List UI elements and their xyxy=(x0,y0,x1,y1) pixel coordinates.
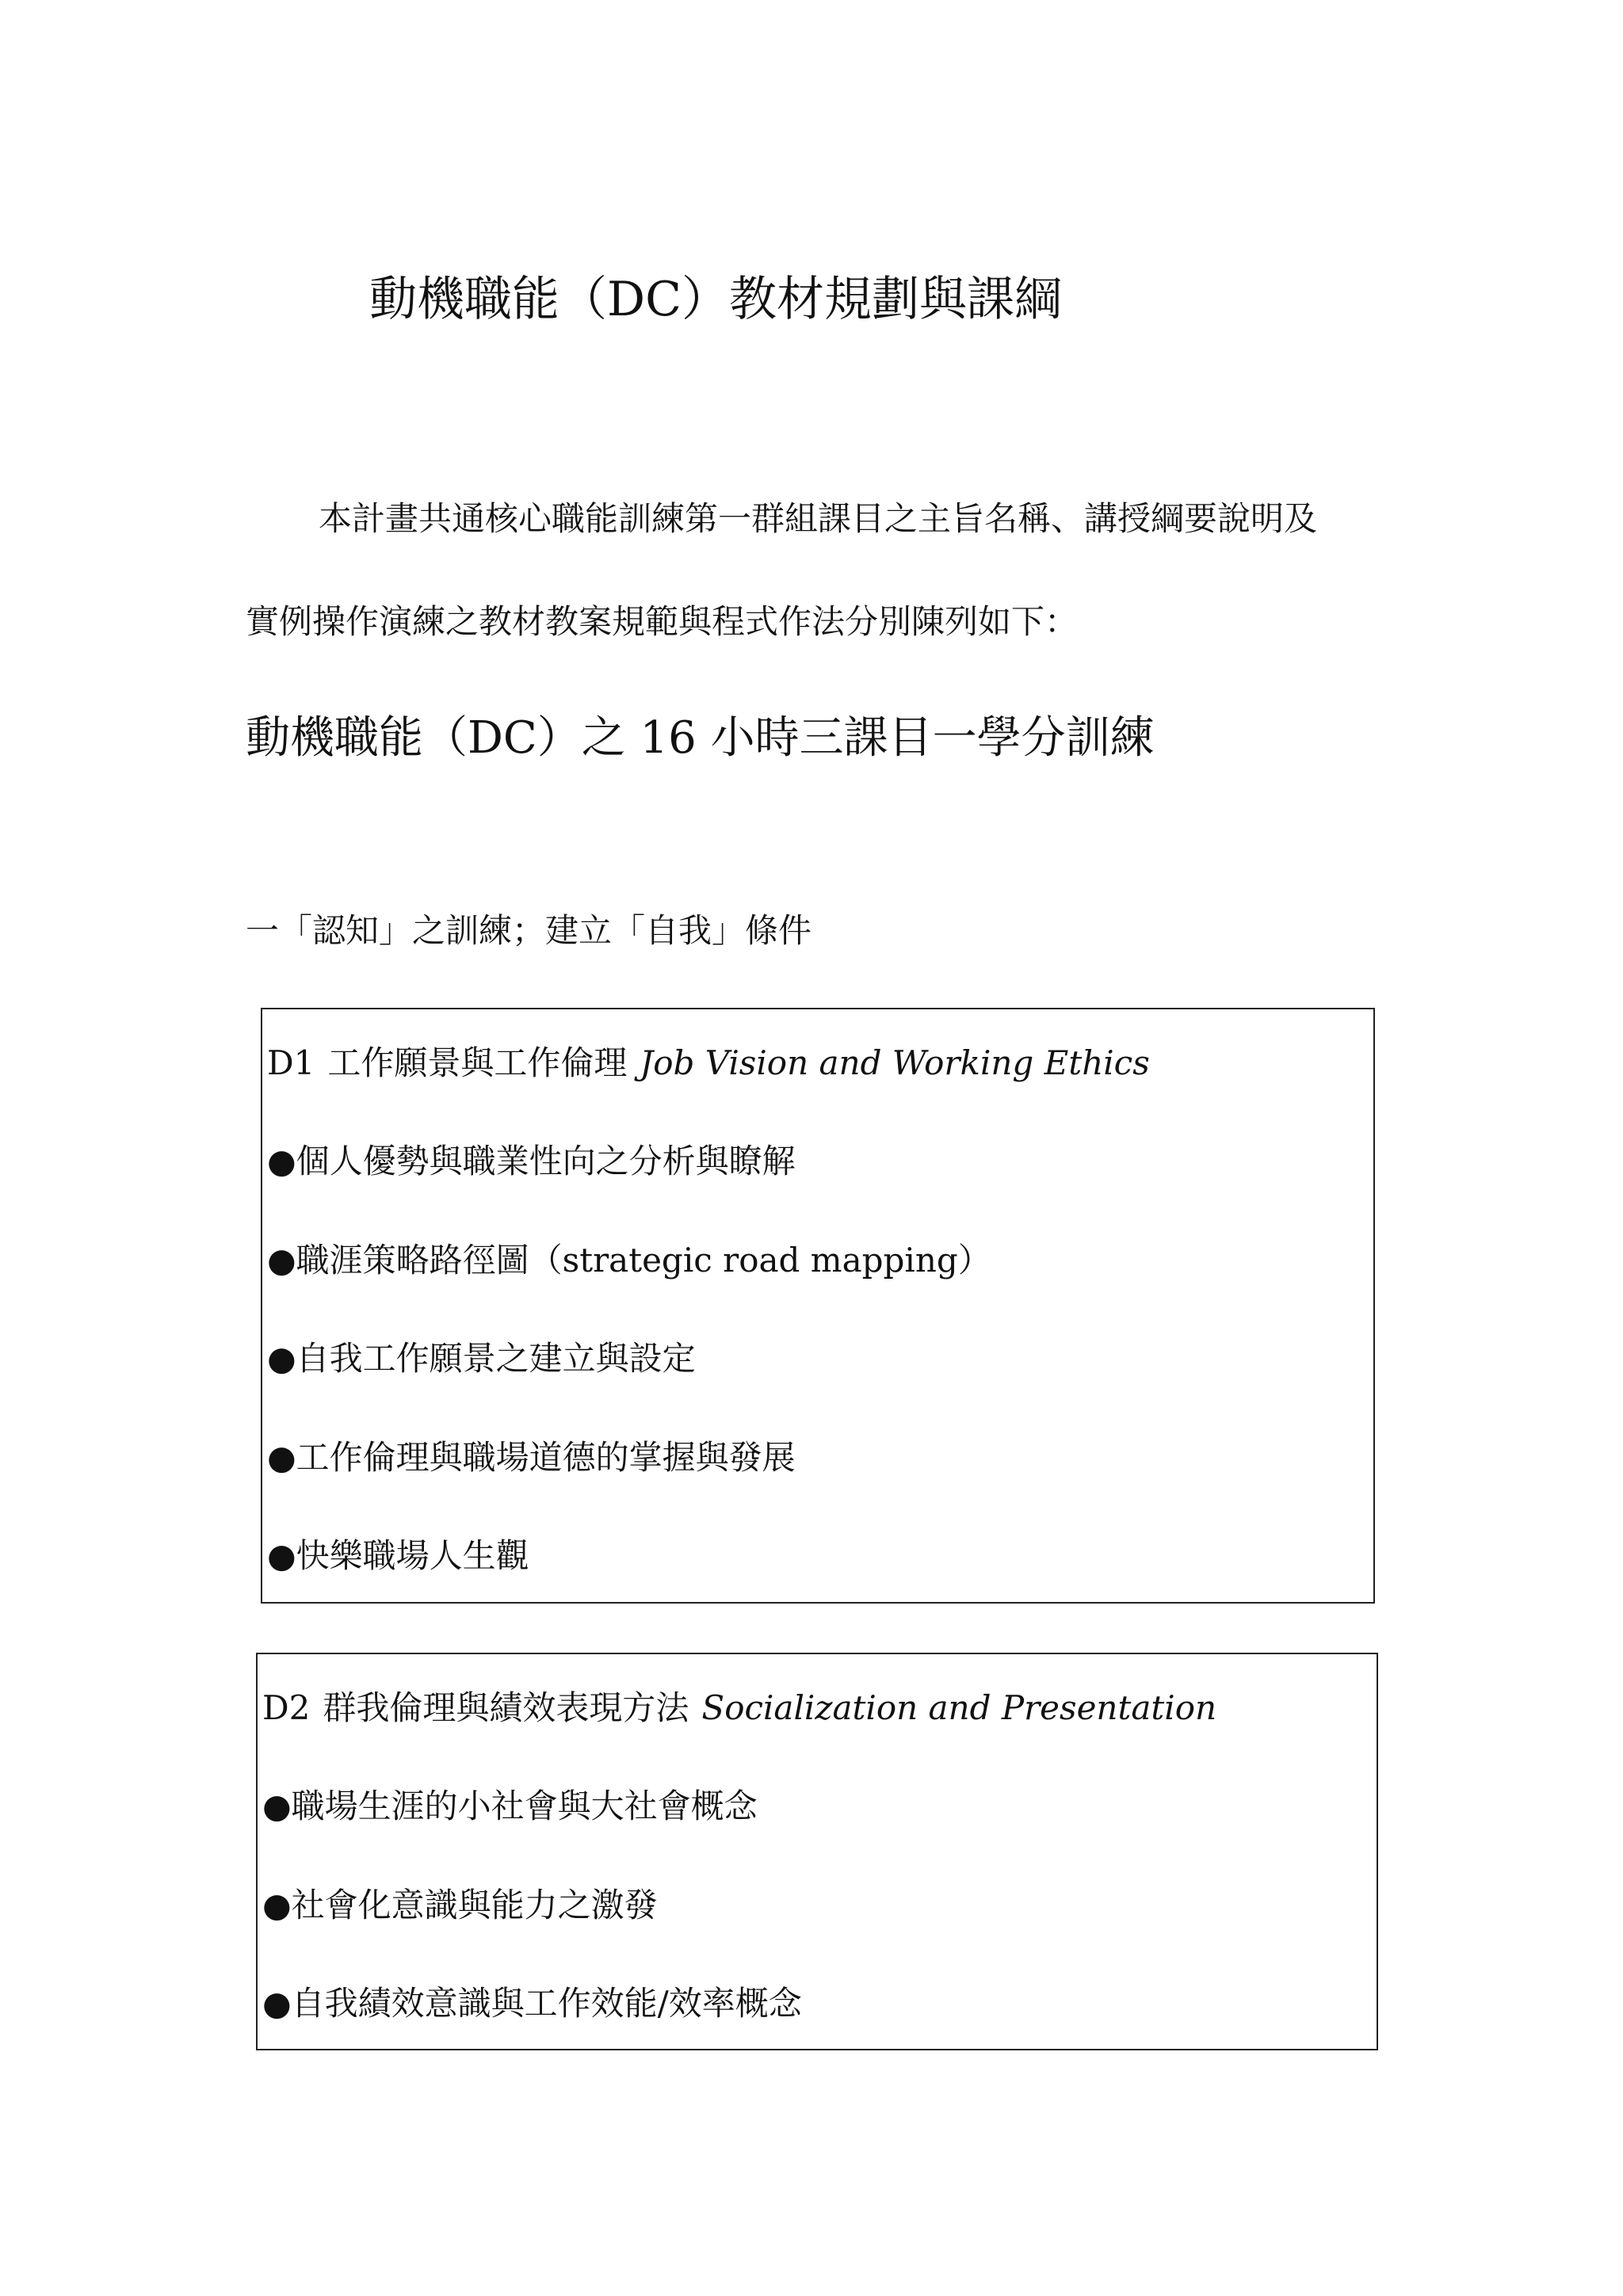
course-box-d1 xyxy=(261,1008,1375,1604)
course-item: ●職涯策略路徑圖（strategic road mapping） xyxy=(267,1241,991,1280)
course-item: ●自我績效意識與工作效能/效率概念 xyxy=(262,1984,802,2023)
course-item: ●自我工作願景之建立與設定 xyxy=(267,1339,696,1378)
course-title-zh: 群我倫理與績效表現方法 xyxy=(323,1688,689,1727)
course-item: ●快樂職場人生觀 xyxy=(267,1536,529,1575)
intro-line-2: 實例操作演練之教材教案規範與程式作法分別陳列如下： xyxy=(246,602,1079,641)
section-heading: 一「認知」之訓練；建立「自我」條件 xyxy=(246,911,812,950)
course-box-d2 xyxy=(256,1653,1378,2050)
course-title-zh: 工作願景與工作倫理 xyxy=(327,1043,628,1082)
course-title-d1 xyxy=(267,1039,1150,1087)
document-title: 動機職能（DC）教材規劃與課綱 xyxy=(369,272,1063,327)
course-code: D2 xyxy=(262,1688,311,1727)
course-title-d2 xyxy=(262,1684,1216,1732)
course-title-en: Socialization and Presentation xyxy=(701,1688,1217,1727)
document-subtitle: 動機職能（DC）之 16 小時三課目一學分訓練 xyxy=(246,712,1155,764)
course-title-en: Job Vision and Working Ethics xyxy=(640,1043,1150,1082)
intro-line-1: 本計畫共通核心職能訓練第一群組課目之主旨名稱、講授綱要說明及 xyxy=(319,499,1318,538)
course-item: ●個人優勢與職業性向之分析與瞭解 xyxy=(267,1142,796,1180)
course-code: D1 xyxy=(267,1043,315,1082)
intro-paragraph xyxy=(246,467,1403,673)
course-item: ●職場生涯的小社會與大社會概念 xyxy=(262,1787,758,1825)
course-item: ●工作倫理與職場道德的掌握與發展 xyxy=(267,1438,796,1477)
course-item: ●社會化意識與能力之激發 xyxy=(262,1886,658,1924)
